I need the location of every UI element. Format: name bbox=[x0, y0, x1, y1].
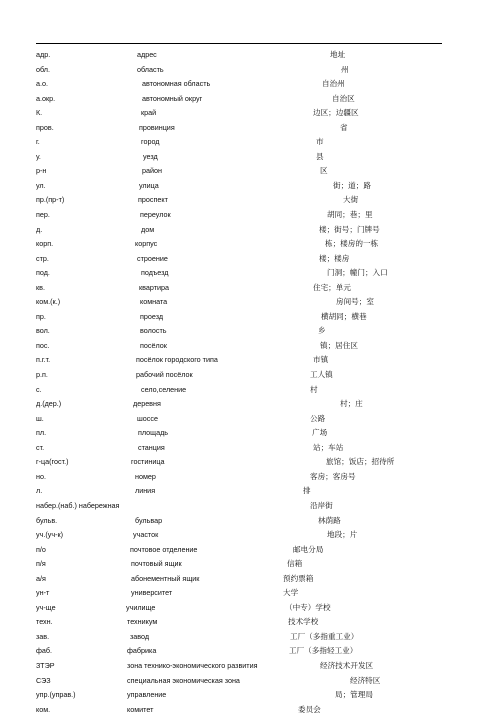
abbreviation-cell: г-ца(гост.) bbox=[36, 457, 69, 467]
table-row bbox=[0, 601, 496, 616]
chinese-translation-cell: 自治区 bbox=[332, 93, 355, 103]
table-row bbox=[0, 135, 496, 150]
chinese-translation-cell: 胡同；巷；里 bbox=[327, 210, 373, 220]
table-row bbox=[0, 514, 496, 529]
abbreviation-cell: а.о. bbox=[36, 79, 48, 89]
chinese-translation-cell: 州 bbox=[341, 64, 349, 74]
chinese-translation-cell: 广场 bbox=[312, 428, 328, 438]
table-row bbox=[0, 644, 496, 659]
russian-full-cell: область bbox=[137, 64, 164, 74]
chinese-translation-cell: 地址 bbox=[330, 50, 346, 59]
russian-full-cell: волость bbox=[140, 326, 167, 336]
chinese-translation-cell: 边区；边疆区 bbox=[313, 108, 359, 118]
russian-full-cell: почтовое отделение bbox=[130, 544, 198, 554]
table-row bbox=[0, 557, 496, 572]
table-row bbox=[0, 179, 496, 194]
russian-full-cell: переулок bbox=[140, 210, 171, 220]
table-row bbox=[0, 164, 496, 179]
abbreviation-cell: р.п. bbox=[36, 370, 48, 380]
table-row bbox=[0, 121, 496, 136]
russian-full-cell: техникум bbox=[127, 617, 158, 627]
chinese-translation-cell: 局；管理局 bbox=[335, 690, 373, 700]
abbreviation-cell: а.окр. bbox=[36, 93, 56, 103]
chinese-translation-cell: 县 bbox=[316, 151, 324, 161]
russian-full-cell: фабрика bbox=[127, 646, 157, 656]
russian-full-cell: специальная экономическая зона bbox=[127, 675, 240, 685]
table-row bbox=[0, 703, 496, 717]
russian-full-cell: бульвар bbox=[135, 515, 163, 525]
abbreviation-cell: с. bbox=[36, 384, 42, 394]
header-rule bbox=[36, 43, 442, 44]
abbreviation-cell: кв. bbox=[36, 282, 45, 292]
russian-full-cell: проспект bbox=[138, 195, 168, 205]
chinese-translation-cell: 区 bbox=[320, 166, 328, 176]
russian-full-cell: адрес bbox=[137, 50, 157, 59]
russian-full-cell: дом bbox=[141, 224, 155, 234]
abbreviation-cell: уч-ще bbox=[36, 602, 56, 612]
russian-full-cell: линия bbox=[135, 486, 156, 496]
abbreviation-cell: вол. bbox=[36, 326, 50, 336]
table-row bbox=[0, 441, 496, 456]
russian-full-cell: комитет bbox=[127, 704, 154, 714]
chinese-translation-cell: 林荫路 bbox=[318, 515, 341, 525]
table-row bbox=[0, 528, 496, 543]
abbreviation-cell: г. bbox=[36, 137, 40, 147]
table-row bbox=[0, 572, 496, 587]
abbreviation-cell: п.г.т. bbox=[36, 355, 51, 365]
russian-full-cell: район bbox=[142, 166, 162, 176]
chinese-translation-cell: 楼；街号；门牌号 bbox=[319, 224, 380, 234]
table-row bbox=[0, 499, 496, 514]
chinese-translation-cell: 自治州 bbox=[322, 79, 345, 89]
russian-full-cell: проезд bbox=[140, 311, 164, 321]
abbreviation-cell: ком. bbox=[36, 704, 51, 714]
table-row bbox=[0, 48, 496, 63]
russian-full-cell: село,селение bbox=[141, 384, 187, 394]
table-row bbox=[0, 455, 496, 470]
table-row bbox=[0, 586, 496, 601]
russian-full-cell: край bbox=[141, 108, 157, 118]
chinese-translation-cell: 排 bbox=[303, 486, 311, 496]
russian-full-cell: почтовый ящик bbox=[131, 559, 182, 569]
table-row bbox=[0, 543, 496, 558]
table-row bbox=[0, 281, 496, 296]
russian-full-cell: автономный округ bbox=[142, 93, 203, 103]
table-row bbox=[0, 310, 496, 325]
abbreviation-cell: пр.(пр-т) bbox=[36, 195, 65, 205]
russian-full-cell: посёлок городского типа bbox=[136, 355, 218, 365]
chinese-translation-cell: 镇；居住区 bbox=[320, 340, 358, 350]
russian-full-cell: завод bbox=[130, 631, 150, 641]
abbreviation-cell: бульв. bbox=[36, 515, 58, 525]
table-row bbox=[0, 383, 496, 398]
russian-full-cell: зона технико-экономического развития bbox=[127, 660, 258, 670]
chinese-translation-cell: 邮电分局 bbox=[293, 544, 324, 554]
chinese-translation-cell: 省 bbox=[340, 122, 348, 132]
abbreviation-cell: под. bbox=[36, 268, 50, 278]
chinese-translation-cell: 市镇 bbox=[313, 355, 329, 365]
abbreviation-cell: ш. bbox=[36, 413, 44, 423]
abbreviation-cell: адр. bbox=[36, 50, 51, 59]
table-row bbox=[0, 397, 496, 412]
chinese-translation-cell: 旅馆；饭店；招待所 bbox=[326, 457, 395, 467]
table-row bbox=[0, 106, 496, 121]
abbreviation-cell: д. bbox=[36, 224, 43, 234]
chinese-translation-cell: 市 bbox=[316, 137, 324, 147]
chinese-translation-cell: 工厂（多指轻工业） bbox=[289, 646, 358, 656]
russian-full-cell: номер bbox=[135, 471, 156, 481]
abbreviation-cell: у. bbox=[36, 151, 41, 161]
russian-full-cell: подъезд bbox=[141, 268, 169, 278]
abbreviation-cell: ЗТЭР bbox=[36, 660, 55, 670]
abbreviation-cell: п/я bbox=[36, 559, 46, 569]
table-row bbox=[0, 659, 496, 674]
russian-full-cell: квартира bbox=[139, 282, 170, 292]
abbreviation-cell: обл. bbox=[36, 64, 50, 74]
russian-full-cell: гостиница bbox=[131, 457, 165, 467]
russian-full-cell: уезд bbox=[143, 151, 158, 161]
table-row bbox=[0, 63, 496, 78]
russian-full-cell: училище bbox=[126, 602, 156, 612]
table-row bbox=[0, 77, 496, 92]
russian-full-cell: комната bbox=[140, 297, 168, 307]
table-row bbox=[0, 470, 496, 485]
russian-full-cell: провинция bbox=[139, 122, 175, 132]
abbreviation-cell: пос. bbox=[36, 340, 50, 350]
abbreviation-cell: л. bbox=[36, 486, 43, 496]
russian-full-cell: автономная область bbox=[142, 79, 211, 89]
russian-full-cell: рабочий посёлок bbox=[136, 370, 193, 380]
abbreviation-cell: уч.(уч-к) bbox=[36, 530, 63, 540]
table-row bbox=[0, 368, 496, 383]
chinese-translation-cell: 横胡同；横巷 bbox=[321, 311, 367, 321]
table-row bbox=[0, 426, 496, 441]
russian-full-cell: город bbox=[141, 137, 160, 147]
abbreviation-cell: пр. bbox=[36, 311, 46, 321]
chinese-translation-cell: 街；道；路 bbox=[333, 180, 371, 190]
chinese-translation-cell: （中专）学校 bbox=[285, 602, 331, 612]
table-row bbox=[0, 412, 496, 427]
chinese-translation-cell: 委员会 bbox=[298, 704, 321, 714]
abbreviation-cell: ком.(к.) bbox=[36, 297, 61, 307]
russian-full-cell: университет bbox=[131, 588, 173, 598]
abbreviation-table bbox=[0, 48, 496, 717]
chinese-translation-cell: 村 bbox=[310, 384, 318, 394]
russian-full-cell: посёлок bbox=[140, 340, 167, 350]
abbreviation-cell: корп. bbox=[36, 239, 54, 249]
russian-full-cell: строение bbox=[137, 253, 168, 263]
russian-full-cell: деревня bbox=[133, 399, 161, 409]
abbreviation-cell: а/я bbox=[36, 573, 46, 583]
abbreviation-cell: набер.(наб.) набережная bbox=[36, 500, 120, 510]
abbreviation-cell: пров. bbox=[36, 122, 54, 132]
russian-full-cell: площадь bbox=[138, 428, 169, 438]
russian-full-cell: шоссе bbox=[137, 413, 158, 423]
abbreviation-cell: ун-т bbox=[36, 588, 50, 598]
chinese-translation-cell: 站；车站 bbox=[313, 442, 344, 452]
abbreviation-cell: стр. bbox=[36, 253, 49, 263]
chinese-translation-cell: 楼；楼房 bbox=[319, 253, 350, 263]
chinese-translation-cell: 栋；楼房的一栋 bbox=[325, 239, 379, 249]
table-row bbox=[0, 150, 496, 165]
russian-full-cell: корпус bbox=[135, 239, 158, 249]
chinese-translation-cell: 客房；客房号 bbox=[310, 471, 356, 481]
chinese-translation-cell: 经济特区 bbox=[350, 675, 381, 685]
chinese-translation-cell: 大学 bbox=[283, 588, 299, 598]
abbreviation-cell: пл. bbox=[36, 428, 47, 438]
chinese-translation-cell: 技术学校 bbox=[288, 617, 319, 627]
table-row bbox=[0, 630, 496, 645]
abbreviation-cell: но. bbox=[36, 471, 46, 481]
chinese-translation-cell: 门洞；幢门；入口 bbox=[327, 268, 388, 278]
table-row bbox=[0, 295, 496, 310]
chinese-translation-cell: 大街 bbox=[343, 195, 359, 205]
table-row bbox=[0, 353, 496, 368]
abbreviation-cell: упр.(управ.) bbox=[36, 690, 76, 700]
abbreviation-cell: зав. bbox=[36, 631, 50, 641]
chinese-translation-cell: 沿岸街 bbox=[310, 500, 333, 510]
table-row bbox=[0, 484, 496, 499]
russian-full-cell: улица bbox=[139, 180, 159, 190]
abbreviation-cell: д.(дер.) bbox=[36, 399, 62, 409]
abbreviation-cell: ул. bbox=[36, 180, 46, 190]
chinese-translation-cell: 房间号；室 bbox=[336, 297, 374, 307]
chinese-translation-cell: 乡 bbox=[318, 326, 326, 336]
abbreviation-cell: п/о bbox=[36, 544, 46, 554]
chinese-translation-cell: 住宅；单元 bbox=[313, 282, 351, 292]
chinese-translation-cell: 工厂（多指重工业） bbox=[290, 631, 359, 641]
russian-full-cell: станция bbox=[138, 442, 165, 452]
table-row bbox=[0, 615, 496, 630]
table-row bbox=[0, 237, 496, 252]
table-row bbox=[0, 339, 496, 354]
chinese-translation-cell: 工人镇 bbox=[310, 370, 333, 380]
chinese-translation-cell: 经济技术开发区 bbox=[320, 660, 374, 670]
chinese-translation-cell: 村；庄 bbox=[340, 399, 363, 409]
abbreviation-cell: пер. bbox=[36, 210, 50, 220]
abbreviation-cell: техн. bbox=[36, 617, 53, 627]
table-row bbox=[0, 193, 496, 208]
table-row bbox=[0, 324, 496, 339]
table-row bbox=[0, 688, 496, 703]
abbreviation-cell: К. bbox=[36, 108, 43, 118]
table-row bbox=[0, 223, 496, 238]
table-row bbox=[0, 252, 496, 267]
chinese-translation-cell: 预约票箱 bbox=[283, 573, 314, 583]
table-row bbox=[0, 266, 496, 281]
table-row bbox=[0, 92, 496, 107]
table-row bbox=[0, 674, 496, 689]
chinese-translation-cell: 信箱 bbox=[287, 559, 303, 569]
abbreviation-cell: фаб. bbox=[36, 646, 53, 656]
abbreviation-cell: ст. bbox=[36, 442, 45, 452]
chinese-translation-cell: 地段；片 bbox=[327, 530, 358, 540]
russian-full-cell: абонементный ящик bbox=[131, 573, 200, 583]
abbreviation-cell: р-н bbox=[36, 166, 47, 176]
table-row bbox=[0, 208, 496, 223]
abbreviation-cell: СЭЗ bbox=[36, 675, 51, 685]
russian-full-cell: управление bbox=[127, 690, 167, 700]
russian-full-cell: участок bbox=[133, 530, 159, 540]
chinese-translation-cell: 公路 bbox=[310, 413, 326, 423]
